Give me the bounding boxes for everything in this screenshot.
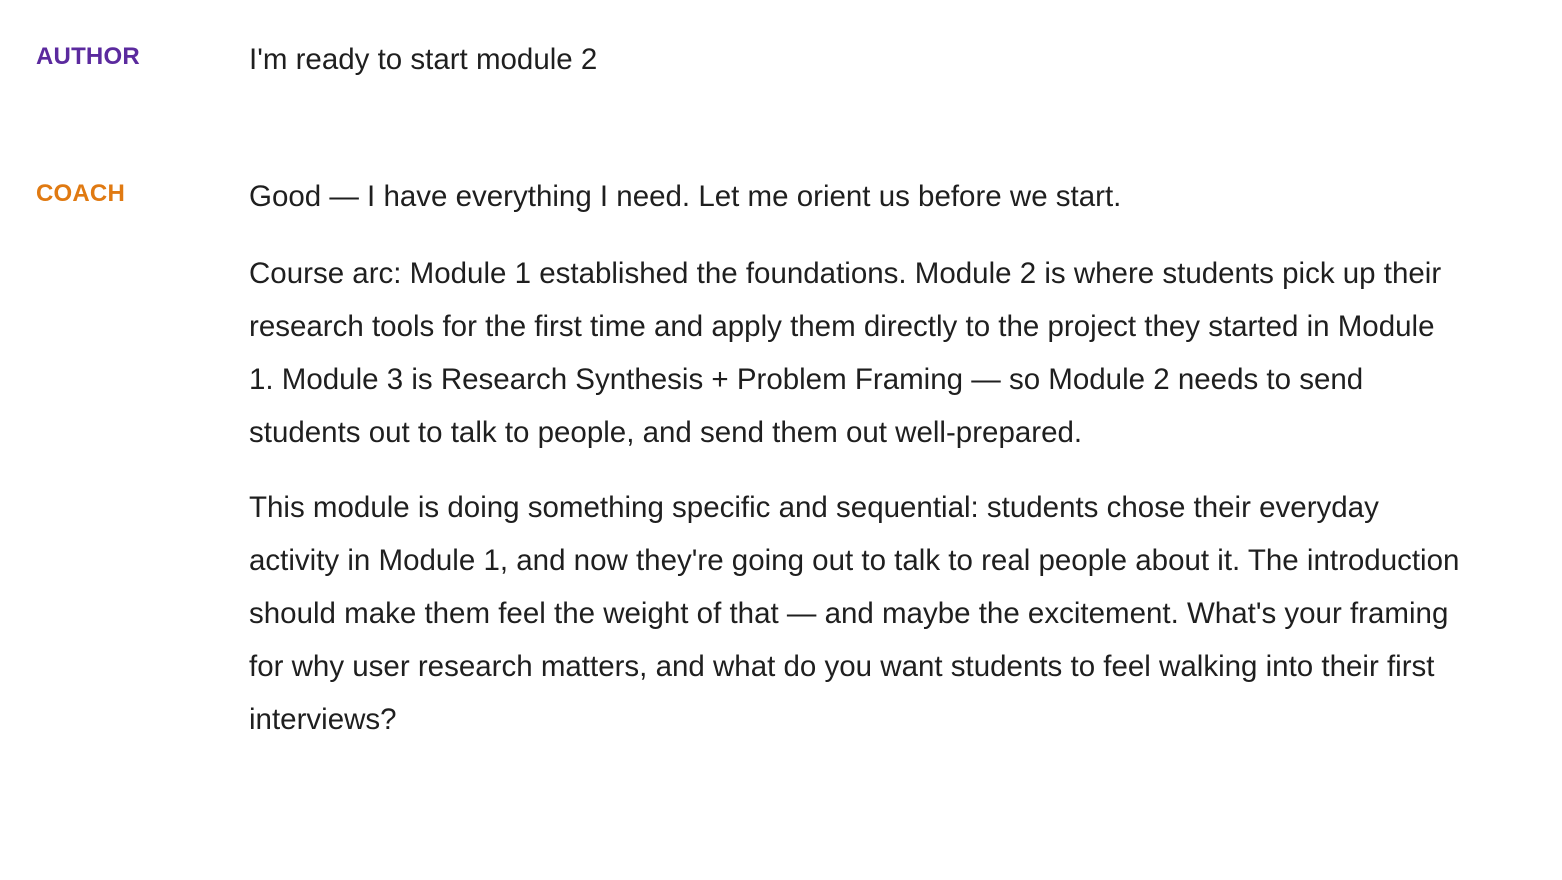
author-label: AUTHOR — [36, 43, 140, 70]
coach-label: COACH — [36, 180, 125, 207]
author-message-text: I'm ready to start module 2 — [249, 43, 598, 76]
coach-paragraph: This module is doing something specific and sequential: students chose their everyday activity in Module 1, and now they're going out to talk to real people about it. The introduction should make them feel the weight of that — and maybe the excitement. What's your framing for why user research matters, and what do you want students to feel walking into their first interviews? — [249, 491, 1460, 736]
author-message-body — [249, 40, 1464, 80]
coach-paragraph: Good — I have everything I need. Let me orient us before we start. — [249, 180, 1122, 213]
coach-paragraph: Course arc: Module 1 established the foundations. Module 2 is where students pick up their research tools for the first time and apply them directly to the project they started in Module 1. Module 3 is Research Synthesis + Problem Framing — so Module 2 needs to send students out to talk to people, and send them out well-prepared. — [249, 257, 1442, 449]
coach-message-body — [249, 177, 1464, 746]
